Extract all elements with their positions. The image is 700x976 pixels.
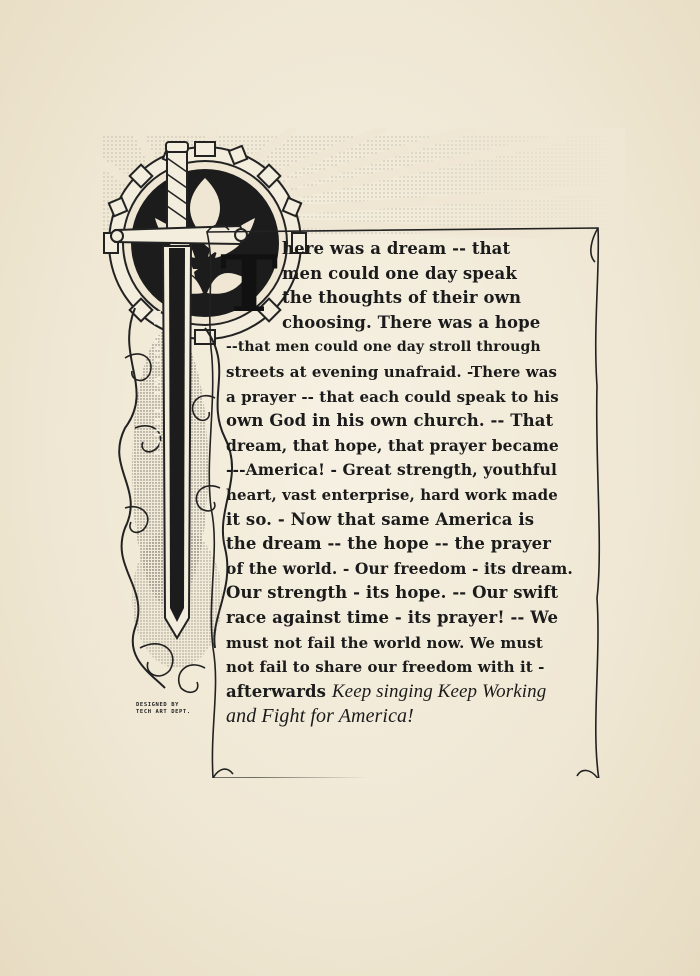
text-line: choosing. There was a hope bbox=[282, 312, 541, 332]
closing-line-1 bbox=[226, 680, 596, 705]
drop-cap: T bbox=[219, 239, 279, 330]
text-line: Our strength - its hope. -- Our swift bbox=[226, 583, 559, 603]
sword-motto: IN GOD WE TRUST bbox=[151, 310, 162, 461]
credit-line-1: DESIGNED BY bbox=[136, 702, 180, 708]
text-line: a prayer -- that each could speak to his bbox=[226, 387, 559, 406]
closing-italic-1: Keep singing Keep Working bbox=[331, 680, 547, 702]
text-line: not fail to share our freedom with it - bbox=[226, 658, 545, 677]
text-line: must not fail the world now. We must bbox=[226, 633, 543, 652]
text-line: of the world. - Our freedom - its dream. bbox=[226, 558, 573, 578]
closing-prefix: afterwards bbox=[226, 681, 327, 701]
text-line: it so. - Now that same America is bbox=[226, 509, 535, 529]
credit-line-2: TECH ART DEPT. bbox=[136, 709, 191, 715]
text-line: --that men could one day stroll through bbox=[226, 339, 541, 356]
text-line: heart, vast enterprise, hard work made bbox=[226, 485, 558, 504]
text-line: own God in his own church. -- That bbox=[226, 411, 554, 431]
text-line: ---America! - Great strength, youthful bbox=[226, 460, 557, 480]
body-text bbox=[226, 237, 596, 729]
closing-italic-2: and Fight for America! bbox=[226, 705, 414, 728]
text-line: here was a dream -- that bbox=[282, 239, 511, 258]
text-line: dream, that hope, that prayer became bbox=[226, 435, 559, 455]
text-line: the dream -- the hope -- the prayer bbox=[226, 534, 552, 554]
text-line: streets at evening unafraid. -There was bbox=[226, 362, 558, 381]
designer-credit bbox=[136, 702, 198, 716]
text-line: the thoughts of their own bbox=[282, 288, 522, 308]
text-line: race against time - its prayer! -- We bbox=[226, 607, 559, 627]
text-line: men could one day speak bbox=[282, 263, 517, 283]
